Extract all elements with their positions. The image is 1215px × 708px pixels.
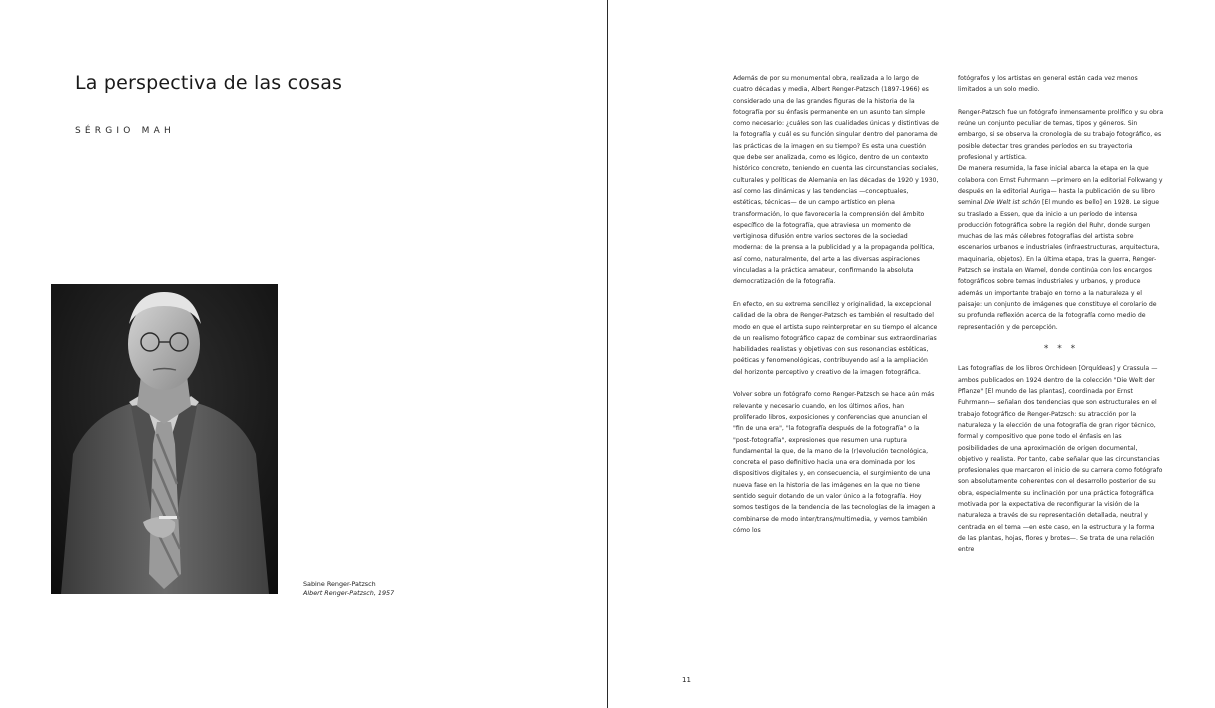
caption-photographer: Sabine Renger-Patzsch: [303, 580, 376, 588]
paragraph: Además de por su monumental obra, realizada a lo largo de cuatro décadas y media, Albert Renger-Patzsch (1897-1966) es considerado una de las grandes figuras de la historia de la fotografía por su énfasis permanente en un asunto tan simple como necesario: ¿cuáles son las cualidades únicas y distintivas de la fotografía y cuál es su función singular dentro del panorama de las prácticas de la imagen en su tiempo? Es esta una cuestión que debe ser analizada, como es lógico, dentro de un contexto histórico concreto, teniendo en cuenta las circunstancias sociales, culturales y políticas de Alemania en las décadas de 1920 y 1930, así como las dinámicas y las tendencias —conceptuales, estéticas, técnicas— de un campo artístico en plena transformación, lo que favorecería la comprensión del ámbito específico de la fotografía, que atraviesa un momento de vertiginosa difusión entre varios sectores de la sociedad moderna: de la prensa a la publicidad y a la propaganda política, así como, naturalmente, del arte a las diversas aspiraciones vinculadas a la práctica amateur, confirmando la absoluta democratización de la fotografía.: [733, 75, 939, 286]
portrait-photo: [51, 284, 278, 594]
paragraph: [958, 163, 1164, 332]
essay-title: La perspectiva de las cosas: [75, 72, 343, 94]
text-column-1: [733, 73, 939, 536]
text-column-2: [958, 73, 1164, 555]
paragraph-text: De manera resumida, la fase inicial abarca la etapa en la que colabora con Ernst Fuhrmann —primero en la editorial Folkwang y después en la editorial Auriga— hasta la publicación de su libro seminal: [958, 165, 1163, 207]
paragraph: fotógrafos y los artistas en general están cada vez menos limitados a un solo medio.: [958, 75, 1138, 94]
page-number: 11: [682, 676, 691, 684]
paragraph: Volver sobre un fotógrafo como Renger-Patzsch se hace aún más relevante y necesario cuando, en los últimos años, han proliferado libros, exposiciones y conferencias que anuncian el "fin de una era", "la fotografía después de la fotografía" o la "post-fotografía", expresiones que resumen una ruptura fundamental la que, de la mano de la (r)evolución tecnológica, concreta el paso definitivo hacia una era dominada por los dispositivos digitales y, en consecuencia, el surgimiento de una nueva fase en la historia de las imágenes en la que no tiene sentido seguir dotando de un valor único a la fotografía. Hoy somos testigos de la tendencia de las tecnologías de la imagen a combinarse de modo inter/trans/multimedia, y vemos también cómo los: [733, 391, 936, 534]
author-name: SÉRGIO MAH: [75, 126, 175, 136]
photo-caption: [303, 580, 394, 598]
paragraph: Renger-Patzsch fue un fotógrafo inmensamente prolífico y su obra reúne un conjunto peculiar de temas, tipos y géneros. Sin embargo, si se observa la cronología de su trabajo fotográfico, es posible detectar tres grandes períodos en su trayectoria profesional y artística.: [958, 108, 1164, 162]
book-title-italic: Die Welt ist schön: [984, 199, 1041, 207]
paragraph: En efecto, en su extrema sencillez y originalidad, la excepcional calidad de la obra de Renger-Patzsch es también el resultado del modo en que el artista supo reinterpretar en su tiempo el alcance de un realismo fotográfico capaz de combinar sus extraordinarias habilidades realistas y objetivas con sus resonancias estéticas, poéticas y fenomenológicas, contribuyendo así a la ampliación del horizonte perceptivo y creativo de la imagen fotográfica.: [733, 300, 938, 376]
paragraph: Las fotografías de los libros Orchideen [Orquídeas] y Crassula —ambos publicados en 1924 dentro de la colección "Die Welt der Pflanze" [El mundo de las plantas], coordinada por Ernst Fuhrmann— señalan dos tendencias que son estructurales en el trabajo fotográfico de Renger-Patzsch: su atracción por la naturaleza y la elección de una fotografía de gran rigor técnico, formal y compositivo que pone todo el énfasis en las posibilidades de una aproximación de origen documental, objetivo y realista. Por tanto, cabe señalar que las circunstancias profesionales que marcaron el inicio de su carrera como fotógrafo son absolutamente coherentes con el desarrollo posterior de su obra, especialmente su inclinación por una práctica fotográfica motivada por la expectativa de reconfigurar la visión de la naturaleza a través de su representación detallada, neutral y centrada en el tema —en este caso, en la estructura y la forma de las plantas, hojas, flores y brotes—. Se trata de una relación entre: [958, 365, 1163, 554]
paragraph-text: [El mundo es bello] en 1928. Le sigue su traslado a Essen, que da inicio a un período de intensa producción fotográfica sobre la región del Ruhr, donde surgen muchas de las más célebres fotografías del artista sobre escenarios urbanos e industriales (infraestructuras, arquitectura, maquinaria, objetos). En la última etapa, tras la guerra, Renger-Patzsch se instala en Wamel, donde continúa con los encargos fotográficos sobre temas industriales y urbanos, y produce además un importante trabajo en torno a la naturaleza y el paisaje: un conjunto de imágenes que constituye el corolario de su profunda reflexión acerca de la fotografía como medio de representación y de percepción.: [958, 199, 1160, 331]
page-gutter: [607, 0, 608, 708]
section-separator: * * *: [1043, 344, 1079, 355]
caption-subject: Albert Renger-Patzsch, 1957: [303, 589, 395, 597]
